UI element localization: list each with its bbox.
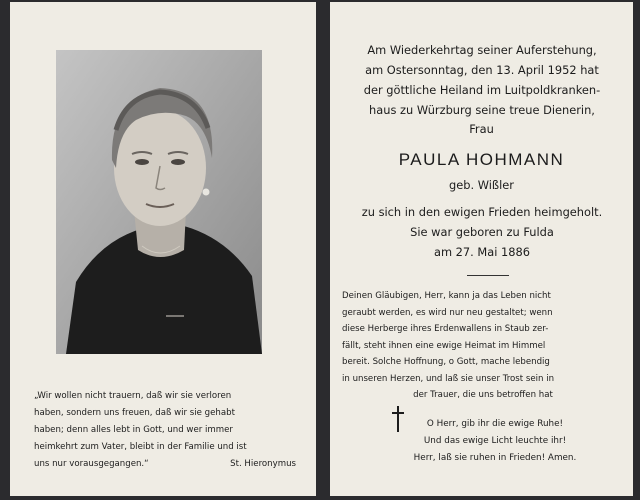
- quote-line: haben; denn alles lebt in Gott, und wer immer: [34, 425, 233, 435]
- closing-line: Herr, laß sie ruhen in Frieden! Amen.: [413, 453, 577, 463]
- prayer-line: bereit. Solche Hoffnung, o Gott, mache lebendig: [342, 357, 550, 367]
- portrait-image: [56, 50, 262, 354]
- closing-line: O Herr, gib ihr die ewige Ruhe!: [426, 419, 564, 429]
- quote-last-line: [34, 456, 296, 473]
- intro-line: am Ostersonntag, den 13. April 1952 hat: [365, 63, 599, 77]
- prayer-line: der Trauer, die uns betroffen hat: [413, 390, 553, 400]
- prayer-text: [342, 288, 624, 404]
- portrait-photo: [56, 50, 262, 354]
- intro-text: [344, 40, 620, 120]
- closing-prayer: [370, 416, 620, 467]
- death-line: Sie war geboren zu Fulda: [410, 225, 554, 239]
- right-card: [330, 2, 633, 496]
- quote-line: „Wir wollen nicht trauern, daß wir sie verloren: [34, 391, 232, 401]
- intro-line: haus zu Würzburg seine treue Dienerin,: [369, 103, 595, 117]
- title-frau: Frau: [469, 122, 494, 136]
- left-card: [10, 2, 316, 496]
- quote-block: [34, 388, 296, 473]
- quote-author: St. Hieronymus: [230, 459, 296, 469]
- deceased-name: PAULA HOHMANN: [398, 150, 565, 169]
- quote-line: heimkehrt zum Vater, bleibt in der Familie und ist: [34, 442, 247, 452]
- death-line: am 27. Mai 1886: [433, 245, 530, 259]
- divider-line: [467, 275, 509, 276]
- prayer-line: diese Herberge ihres Erdenwallens in Staub zer-: [342, 324, 549, 334]
- quote-line: haben, sondern uns freuen, daß wir sie gehabt: [34, 408, 235, 418]
- prayer-line: geraubt werden, es wird nur neu gestaltet; wenn: [342, 307, 553, 318]
- closing-line: Und das ewige Licht leuchte ihr!: [423, 436, 567, 446]
- prayer-line: in unseren Herzen, und laß sie unser Trost sein in: [342, 373, 555, 384]
- maiden-name: geb. Wißler: [449, 178, 514, 192]
- prayer-line: Deinen Gläubigen, Herr, kann ja das Leben nicht: [342, 291, 551, 301]
- intro-line: Am Wiederkehrtag seiner Auferstehung,: [367, 43, 597, 57]
- quote-line: uns nur vorausgegangen.“: [34, 459, 149, 469]
- death-line: zu sich in den ewigen Frieden heimgeholt.: [361, 205, 603, 219]
- intro-line: der göttliche Heiland im Luitpoldkranken-: [363, 83, 601, 97]
- prayer-line: fällt, steht ihnen eine ewige Heimat im Himmel: [342, 340, 546, 351]
- death-text: [344, 202, 620, 262]
